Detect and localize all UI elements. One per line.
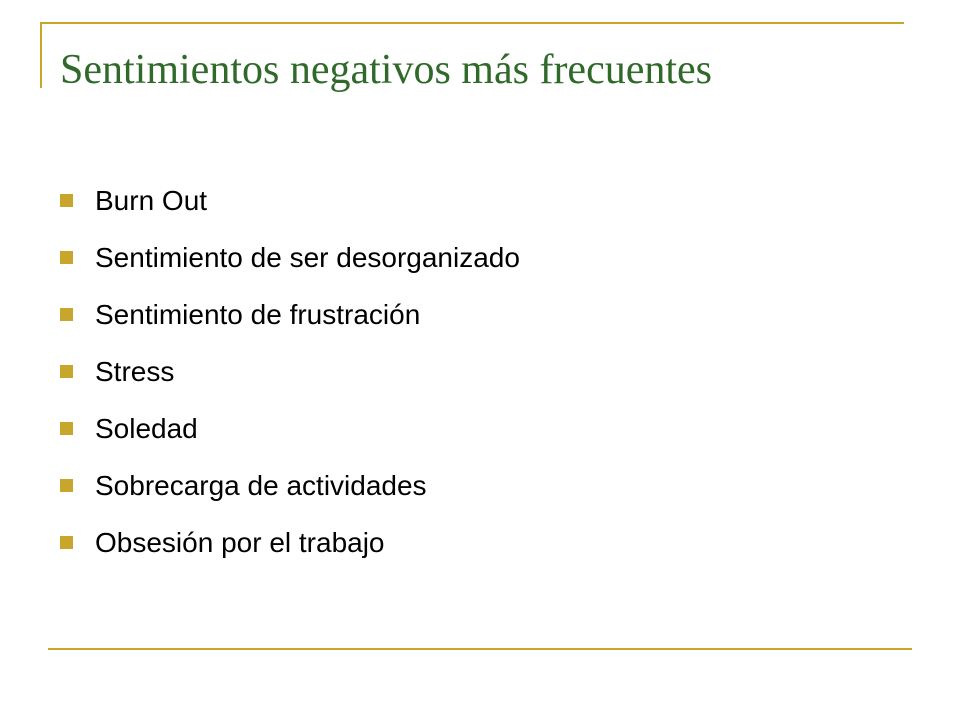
square-bullet-icon — [60, 422, 73, 435]
top-rule-divider — [40, 22, 904, 24]
list-item-text: Burn Out — [95, 184, 208, 216]
square-bullet-icon — [60, 479, 73, 492]
slide-title: Sentimientos negativos más frecuentes — [60, 47, 713, 93]
square-bullet-icon — [60, 251, 73, 264]
list-item — [60, 172, 520, 229]
list-item-text: Stress — [95, 355, 175, 387]
list-item-text: Sentimiento de frustración — [95, 298, 421, 330]
list-item — [60, 400, 520, 457]
square-bullet-icon — [60, 194, 73, 207]
list-item — [60, 457, 520, 514]
square-bullet-icon — [60, 365, 73, 378]
list-item — [60, 343, 520, 400]
list-item — [60, 286, 520, 343]
square-bullet-icon — [60, 308, 73, 321]
list-item-text: Obsesión por el trabajo — [95, 526, 385, 558]
list-item — [60, 229, 520, 286]
list-item-text: Sentimiento de ser desorganizado — [95, 241, 520, 273]
bottom-rule-divider — [48, 648, 912, 650]
list-item-text: Soledad — [95, 412, 198, 444]
list-item — [60, 514, 520, 571]
square-bullet-icon — [60, 536, 73, 549]
bullet-list — [60, 172, 520, 571]
left-rule-divider — [40, 22, 42, 88]
list-item-text: Sobrecarga de actividades — [95, 469, 427, 501]
